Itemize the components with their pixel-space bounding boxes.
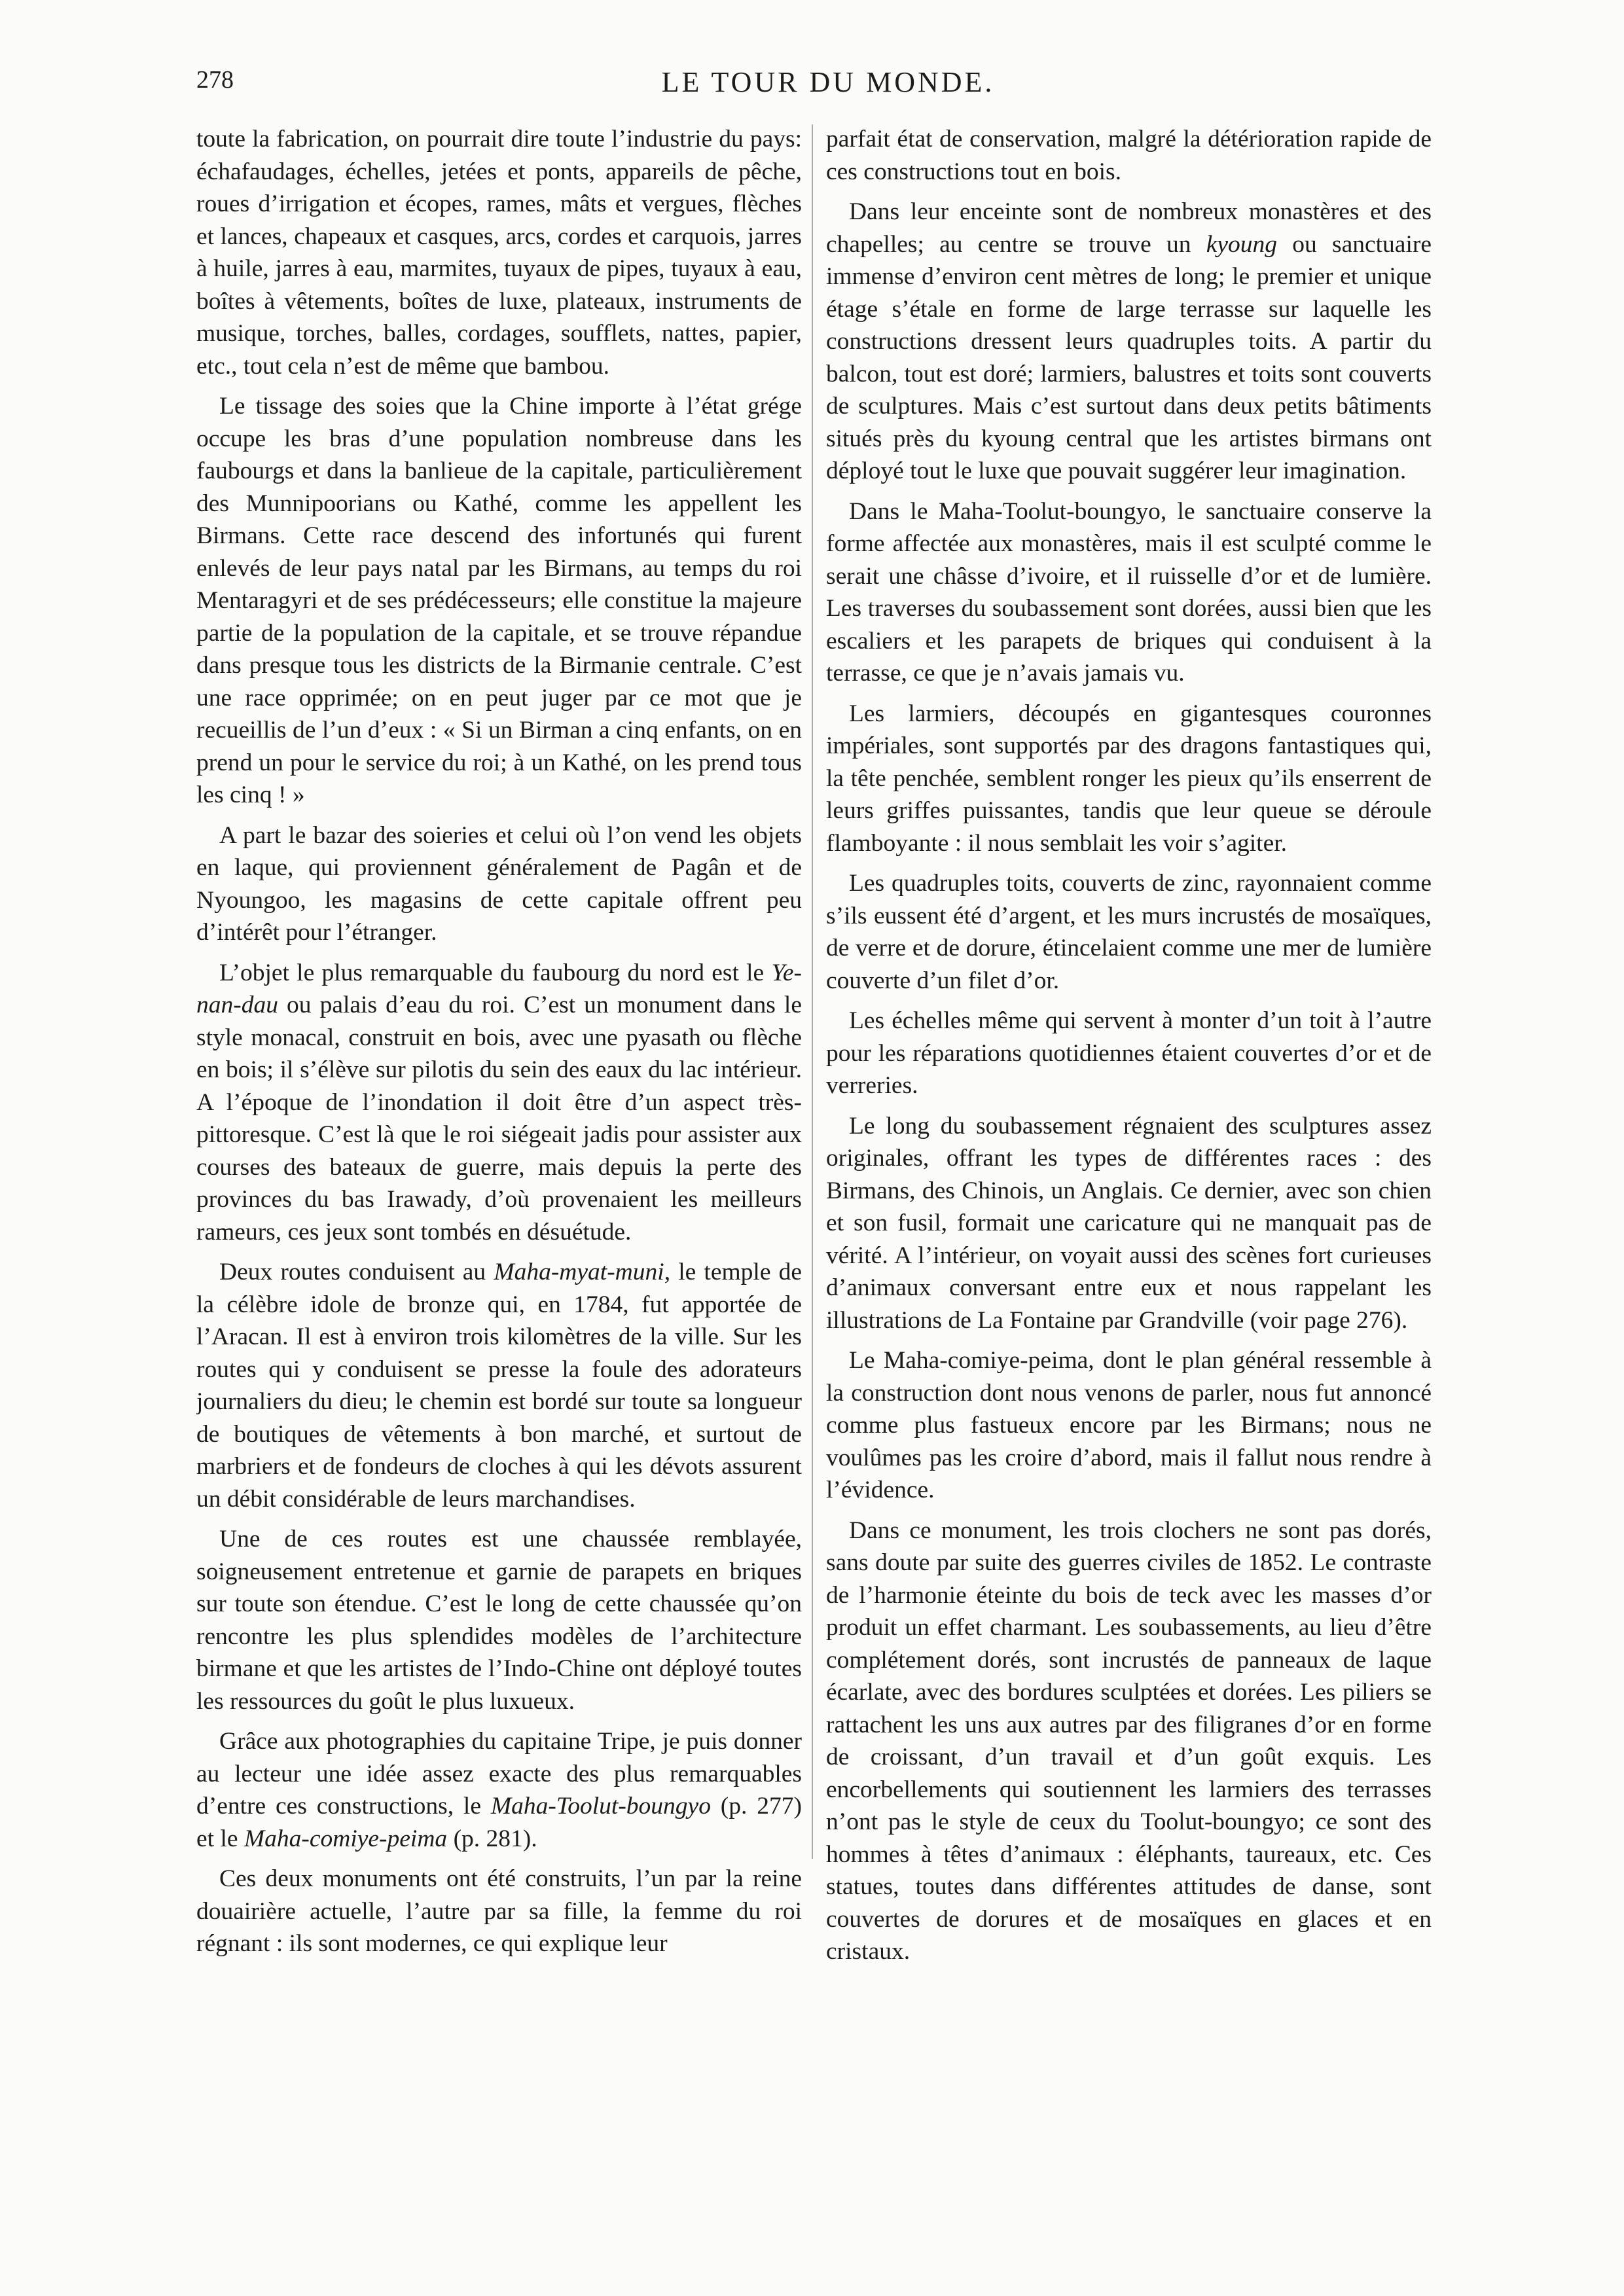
- paragraph: L’objet le plus remarquable du faubourg du nord est le Ye-nan-dau ou palais d’eau du roi. C’est un monument dans le style monacal, construit en bois, avec une pyasath ou flèche en bois; il s’élève sur pilotis du sein des eaux du lac intérieur. A l’époque de l’inondation il doit être d’un aspect très-pittoresque. C’est là que le roi siégeait jadis pour assister aux courses des bateaux de guerre, mais depuis la perte des provinces du bas Irawady, d’où provenaient les meilleurs rameurs, ces jeux sont tombés en désuétude.: [196, 959, 802, 1246]
- page-number: 278: [196, 66, 234, 94]
- paragraph: parfait état de conservation, malgré la détérioration rapide de ces constructions tout en bois.: [826, 126, 1432, 185]
- paragraph: Dans le Maha-Toolut-boungyo, le sanctuaire conserve la forme affectée aux monastères, mais il est sculpté comme le serait une châsse d’ivoire, et il ruisselle d’or et de lumière. Les traverses du soubassement sont dorées, aussi bien que les escaliers et les parapets de briques qui conduisent à la terrasse, ce que je n’avais jamais vu.: [826, 497, 1432, 687]
- paragraph: Le long du soubassement régnaient des sculptures assez originales, offrant les types de différentes races : des Birmans, des Chinois, un Anglais. Ce dernier, avec son chien et son fusil, formait une caricature qui ne manquait pas de vérité. A l’intérieur, on voyait aussi des scènes fort curieuses d’animaux conversant entre eux et nous rappelant les illustrations de La Fontaine par Grandville (voir page 276).: [826, 1112, 1432, 1334]
- italic-term: Maha-myat-muni: [494, 1259, 664, 1285]
- paragraph: Les larmiers, découpés en gigantesques couronnes impériales, sont supportés par des dragons fantastiques qui, la tête penchée, semblent ronger les pieux qu’ils enserrent de leurs griffes puissantes, tandis que leur queue se déroule flamboyante : il nous semblait les voir s’agiter.: [826, 700, 1432, 857]
- italic-term: kyoung: [1206, 230, 1278, 258]
- paragraph: Deux routes conduisent au Maha-myat-muni, le temple de la célèbre idole de bronze qui, en 1784, fut apportée de l’Aracan. Il est à environ trois kilomètres de la ville. Sur les routes qui y conduisent se presse la foule des adorateurs journaliers du dieu; le chemin est bordé sur toute sa longueur de boutiques de vêtements à bon marché, et surtout de marbriers et de fondeurs de cloches à qui les dévots assurent un débit considérable de leurs marchandises.: [196, 1259, 802, 1513]
- paragraph: Ces deux monuments ont été construits, l’un par la reine douairière actuelle, l’autre par sa fille, la femme du roi régnant : ils sont modernes, ce qui explique leur: [196, 1865, 802, 1957]
- paragraph: toute la fabrication, on pourrait dire toute l’industrie du pays: échafaudages, échelles, jetées et ponts, appareils de pêche, roues d’irrigation et écopes, rames, mâts et vergues, flèches et lances, chapeaux et casques, arcs, cordes et carquois, jarres à huile, jarres à eau, marmites, tuyaux de pipes, tuyaux à eau, boîtes à vêtements, boîtes de luxe, plateaux, instruments de musique, torches, balles, cordages, soufflets, nattes, papier, etc., tout cela n’est de même que bambou.: [196, 126, 802, 380]
- paragraph: Le Maha-comiye-peima, dont le plan général ressemble à la construction dont nous venons de parler, nous fut annoncé comme plus fastueux encore par les Birmans; nous ne voulûmes pas les croire d’abord, mais il fallut nous rendre à l’évidence.: [826, 1347, 1432, 1503]
- paragraph: Le tissage des soies que la Chine importe à l’état grége occupe les bras d’une population nombreuse dans les faubourgs et dans la banlieue de la capitale, particulièrement des Munnipoorians ou Kathé, comme les appellent les Birmans. Cette race descend des infortunés qui furent enlevés de leur pays natal par les Birmans, au temps du roi Mentaragyri et de ses prédécesseurs; elle constitue la majeure partie de la population de la capitale, et se trouve répandue dans presque tous les districts de la Birmanie centrale. C’est une race opprimée; on en peut juger par ce mot que je recueillis de l’un d’eux : « Si un Birman a cinq enfants, on en prend un pour le service du roi; à un Kathé, on les prend tous les cinq ! »: [196, 393, 802, 808]
- italic-term: Ye-nan-dau: [196, 959, 802, 1018]
- paragraph: Les échelles même qui servent à monter d’un toit à l’autre pour les réparations quotidiennes étaient couvertes d’or et de verreries.: [826, 1007, 1432, 1099]
- paragraph: Les quadruples toits, couverts de zinc, rayonnaient comme s’ils eussent été d’argent, et les murs incrustés de mosaïques, de verre et de dorure, étincelaient comme une mer de lumière couverte d’un filet d’or.: [826, 870, 1432, 994]
- paragraph: A part le bazar des soieries et celui où l’on vend les objets en laque, qui proviennent généralement de Pagân et de Nyoungoo, les magasins de cette capitale offrent peu d’intérêt pour l’étranger.: [196, 821, 802, 946]
- page-header: [196, 65, 1460, 105]
- running-title: LE TOUR DU MONDE.: [661, 66, 995, 98]
- left-column: [196, 123, 802, 2087]
- paragraph: Une de ces routes est une chaussée remblayée, soigneusement entretenue et garnie de parapets en briques sur toute son étendue. C’est le long de cette chaussée qu’on rencontre les plus splendides modèles de l’architecture birmane et que les artistes de l’Indo-Chine ont déployé toutes les ressources du goût le plus luxueux.: [196, 1526, 802, 1715]
- paragraph: Grâce aux photographies du capitaine Tripe, je puis donner au lecteur une idée assez exacte des plus remarquables d’entre ces constructions, le Maha-Toolut-boungyo (p. 277) et le Maha-comiye-peima (p. 281).: [196, 1728, 802, 1852]
- column-divider: [812, 124, 813, 1859]
- right-column: [826, 123, 1432, 2087]
- paragraph: Dans leur enceinte sont de nombreux monastères et des chapelles; au centre se trouve un kyoung ou sanctuaire immense d’environ cent mètres de long; le premier et unique étage s’étale en forme de large terrasse sur laquelle les constructions dressent leurs quadruples toits. A partir du balcon, tout est doré; larmiers, balustres et toits sont couverts de sculptures. Mais c’est surtout dans deux petits bâtiments situés près du kyoung central que les artistes birmans ont déployé tout le luxe que pouvait suggérer leur imagination.: [826, 198, 1432, 484]
- italic-term: Maha-Toolut-boungyo: [490, 1793, 711, 1820]
- paragraph: Dans ce monument, les trois clochers ne sont pas dorés, sans doute par suite des guerres civiles de 1852. Le contraste de l’harmonie éteinte du bois de teck avec les masses d’or produit un effet charmant. Les soubassements, au lieu d’être complétement dorés, sont incrustés de panneaux de laque écarlate, avec des bordures sculptées et dorées. Les piliers se rattachent les uns aux autres par des filigranes d’or en forme de croissant, d’un travail et d’un goût exquis. Les encorbellements qui soutiennent les larmiers des terrasses n’ont pas le style de ceux du Toolut-boungyo; ce sont des hommes à têtes d’animaux : éléphants, taureaux, etc. Ces statues, toutes dans différentes attitudes de danse, sont couvertes de dorures et de mosaïques en glaces et en cristaux.: [826, 1516, 1432, 1965]
- italic-term: Maha-comiye-peima: [244, 1825, 448, 1852]
